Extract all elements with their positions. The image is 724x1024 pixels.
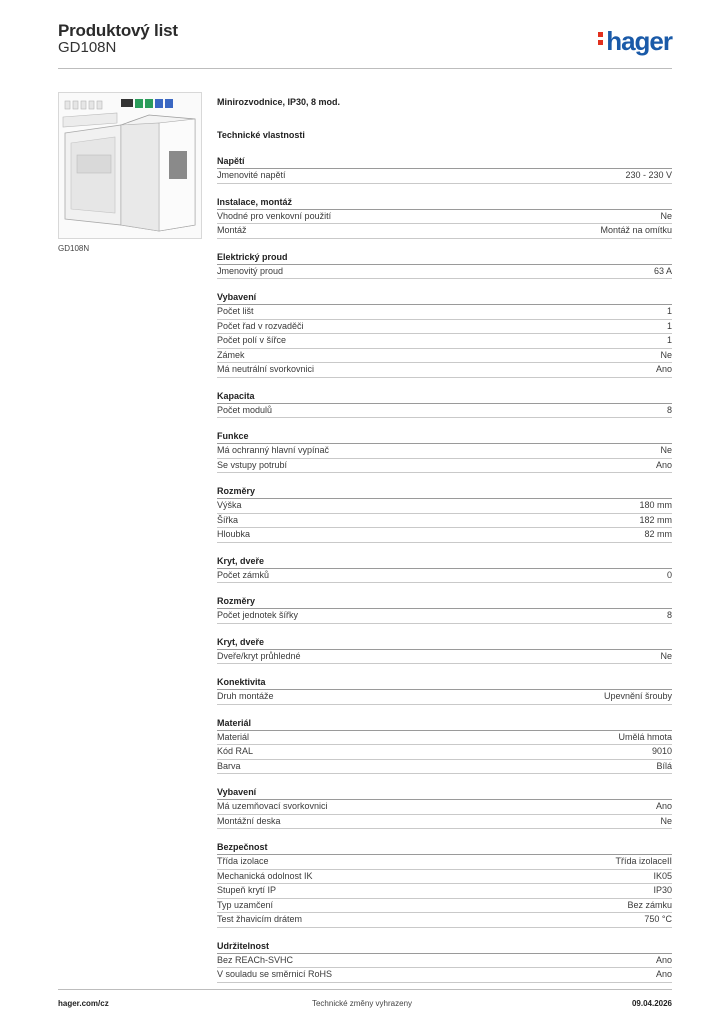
spec-label: Jmenovité napětí xyxy=(217,170,286,180)
spec-value: 1 xyxy=(666,320,672,331)
spec-value: 63 A xyxy=(653,265,672,276)
section-title: Funkce xyxy=(217,430,672,444)
spec-value: Třída izolaceII xyxy=(615,856,672,866)
spec-section xyxy=(217,251,672,280)
spec-row xyxy=(217,760,672,775)
spec-row xyxy=(217,224,672,239)
spec-label: Třída izolace xyxy=(217,856,269,866)
spec-value: 8 xyxy=(666,404,672,415)
spec-value: Ano xyxy=(655,364,672,374)
spec-label: Test žhavicím drátem xyxy=(217,914,303,924)
spec-value: 182 mm xyxy=(639,514,672,525)
spec-value: Ne xyxy=(660,650,672,661)
spec-section xyxy=(217,940,672,983)
spec-value: IP30 xyxy=(653,885,672,895)
section-title: Materiál xyxy=(217,717,672,731)
spec-value: 1 xyxy=(666,306,672,316)
spec-row xyxy=(217,334,672,349)
product-image xyxy=(58,92,202,239)
spec-section xyxy=(217,291,672,378)
spec-row xyxy=(217,650,672,665)
spec-label: Montáž xyxy=(217,225,247,235)
spec-label: Dveře/kryt průhledné xyxy=(217,650,301,661)
spec-label: Druh montáže xyxy=(217,691,274,701)
spec-value: IK05 xyxy=(653,870,672,881)
spec-row xyxy=(217,459,672,474)
spec-row xyxy=(217,404,672,419)
section-title: Konektivita xyxy=(217,676,672,690)
spec-label: Má ochranný hlavní vypínač xyxy=(217,445,330,455)
spec-value: Ano xyxy=(655,969,672,979)
spec-section xyxy=(217,841,672,928)
spec-row xyxy=(217,609,672,624)
section-title: Bezpečnost xyxy=(217,841,672,855)
spec-label: Mechanická odolnost IK xyxy=(217,870,313,881)
spec-row xyxy=(217,169,672,184)
spec-label: Typ uzamčení xyxy=(217,899,274,910)
product-code: GD108N xyxy=(58,39,117,56)
spec-value: Montáž na omítku xyxy=(600,225,672,235)
spec-section xyxy=(217,196,672,239)
footer-website[interactable]: hager.com/cz xyxy=(58,999,109,1008)
spec-label: Kód RAL xyxy=(217,746,254,756)
footer-divider xyxy=(58,989,672,990)
spec-label: Počet jednotek šířky xyxy=(217,610,299,620)
section-title: Vybavení xyxy=(217,291,672,305)
spec-row xyxy=(217,884,672,899)
spec-row xyxy=(217,855,672,870)
spec-label: Zámek xyxy=(217,349,245,360)
spec-value: 8 xyxy=(666,610,672,620)
spec-label: Vhodné pro venkovní použití xyxy=(217,210,332,221)
spec-label: Počet modulů xyxy=(217,404,273,415)
spec-section xyxy=(217,555,672,584)
spec-value: Ne xyxy=(660,815,672,826)
spec-value: Bez zámku xyxy=(627,899,672,910)
footer-disclaimer: Technické změny vyhrazeny xyxy=(311,999,413,1008)
spec-value: 750 °C xyxy=(644,914,672,924)
spec-value: Ne xyxy=(660,445,672,455)
spec-value: Ano xyxy=(655,801,672,811)
spec-section xyxy=(217,676,672,705)
spec-section xyxy=(217,717,672,775)
spec-label: Má neutrální svorkovnici xyxy=(217,364,315,374)
spec-value: 0 xyxy=(666,569,672,580)
spec-row xyxy=(217,899,672,914)
spec-label: Počet řad v rozvaděči xyxy=(217,320,304,331)
spec-row xyxy=(217,954,672,969)
spec-section xyxy=(217,430,672,473)
product-description: Minirozvodnice, IP30, 8 mod. xyxy=(217,97,341,107)
spec-section xyxy=(217,390,672,419)
spec-section xyxy=(217,485,672,543)
spec-row xyxy=(217,499,672,514)
spec-label: Počet lišt xyxy=(217,306,254,316)
spec-row xyxy=(217,870,672,885)
spec-label: Šířka xyxy=(217,514,239,525)
section-title: Instalace, montáž xyxy=(217,196,672,210)
spec-label: Jmenovitý proud xyxy=(217,265,284,276)
spec-value: Ne xyxy=(660,210,672,221)
spec-value: Upevnění šrouby xyxy=(603,691,672,701)
section-title: Napětí xyxy=(217,155,672,169)
section-title: Kryt, dveře xyxy=(217,636,672,650)
spec-row xyxy=(217,968,672,983)
hager-logo[interactable] xyxy=(598,26,672,57)
section-title: Rozměry xyxy=(217,485,672,499)
spec-row xyxy=(217,913,672,928)
spec-row xyxy=(217,349,672,364)
spec-label: V souladu se směrnicí RoHS xyxy=(217,969,333,979)
section-title: Rozměry xyxy=(217,595,672,609)
spec-section xyxy=(217,595,672,624)
spec-label: Počet zámků xyxy=(217,569,270,580)
spec-value: 9010 xyxy=(651,746,672,756)
spec-label: Počet polí v šířce xyxy=(217,335,287,345)
spec-value: 230 - 230 V xyxy=(625,170,672,180)
spec-section xyxy=(217,155,672,184)
spec-value: 1 xyxy=(666,335,672,345)
section-title: Elektrický proud xyxy=(217,251,672,265)
spec-label: Výška xyxy=(217,500,242,510)
spec-row xyxy=(217,528,672,543)
spec-label: Barva xyxy=(217,760,241,771)
header-divider xyxy=(58,68,672,69)
section-title: Vybavení xyxy=(217,786,672,800)
spec-value: Ano xyxy=(655,954,672,965)
spec-label: Montážní deska xyxy=(217,815,281,826)
spec-value: Ano xyxy=(655,459,672,470)
logo-text: hager xyxy=(606,26,672,56)
spec-section xyxy=(217,786,672,829)
spec-value: Bílá xyxy=(656,760,672,771)
spec-label: Bez REACh-SVHC xyxy=(217,954,294,965)
spec-row xyxy=(217,320,672,335)
spec-row xyxy=(217,815,672,830)
spec-section xyxy=(217,636,672,665)
spec-content xyxy=(217,96,672,983)
spec-value: 180 mm xyxy=(639,500,672,510)
spec-row xyxy=(217,800,672,815)
section-title: Kapacita xyxy=(217,390,672,404)
spec-value: 82 mm xyxy=(644,529,672,539)
spec-value: Ne xyxy=(660,349,672,360)
footer-date: 09.04.2026 xyxy=(631,999,672,1008)
spec-row xyxy=(217,265,672,280)
distribution-box-icon xyxy=(59,93,201,238)
spec-row xyxy=(217,210,672,225)
tech-properties-heading: Technické vlastnosti xyxy=(217,130,305,140)
spec-label: Hloubka xyxy=(217,529,251,539)
image-caption: GD108N xyxy=(58,244,90,253)
section-title: Kryt, dveře xyxy=(217,555,672,569)
spec-row xyxy=(217,514,672,529)
spec-row xyxy=(217,731,672,746)
spec-value: Umělá hmota xyxy=(618,731,672,742)
page-title: Produktový list xyxy=(58,21,178,40)
spec-row xyxy=(217,745,672,760)
spec-label: Stupeň krytí IP xyxy=(217,885,277,895)
spec-label: Má uzemňovací svorkovnici xyxy=(217,801,328,811)
spec-row xyxy=(217,569,672,584)
spec-row xyxy=(217,690,672,705)
spec-row xyxy=(217,305,672,320)
spec-sections xyxy=(217,155,672,983)
spec-row xyxy=(217,444,672,459)
section-title: Udržitelnost xyxy=(217,940,672,954)
spec-label: Se vstupy potrubí xyxy=(217,459,288,470)
spec-row xyxy=(217,363,672,378)
spec-label: Materiál xyxy=(217,731,250,742)
logo-dots-icon xyxy=(598,30,604,48)
